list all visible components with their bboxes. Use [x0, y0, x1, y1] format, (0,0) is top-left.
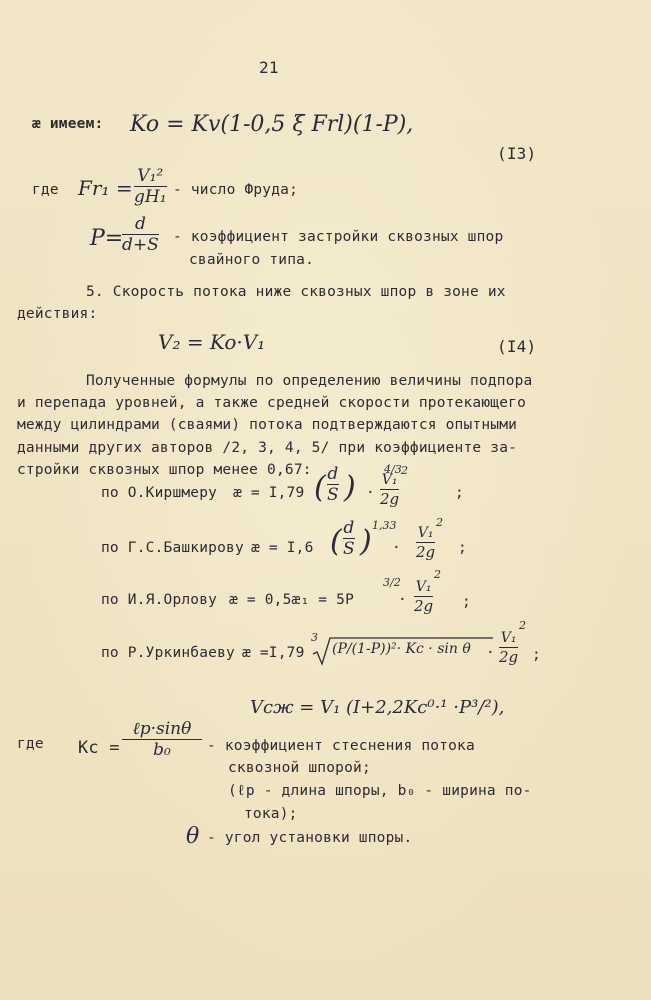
kirschmer-formula: ӕ = I,79	[233, 485, 305, 501]
paragraph-line-2: и перепада уровней, а также средней скорости протекающего	[17, 395, 526, 411]
paragraph-line-5: стройки сквозных шпор менее 0,67:	[17, 462, 312, 478]
froude-numerator: V₁²	[137, 166, 164, 186]
kc-numerator: ℓp·sinθ	[132, 719, 192, 739]
froude-description: - число Фруда;	[173, 182, 299, 198]
bashkirov-d-s-fraction	[343, 519, 355, 558]
item-5-line-2: действия:	[17, 306, 98, 322]
where-label-1: где	[32, 182, 59, 198]
urkinbaev-v1: V₁	[500, 630, 517, 646]
theta-description: - угол установки шпоры.	[207, 830, 413, 846]
kc-description-line-4: тока);	[244, 806, 298, 822]
orlov-v1: V₁	[415, 579, 432, 595]
orlov-end: ;	[462, 594, 471, 610]
kc-description-line-3: (ℓp - длина шпоры, b₀ - ширина по-	[228, 783, 532, 799]
kirschmer-velocity-fraction	[380, 473, 399, 507]
orlov-power: 3/2	[383, 576, 401, 589]
urkinbaev-label: по Р.Уркинбаеву	[101, 645, 235, 661]
page-number: 21	[259, 58, 279, 77]
paragraph-line-4: данными других авторов /2, 3, 4, 5/ при коэффициенте за-	[17, 440, 518, 456]
orlov-velocity-fraction	[414, 580, 433, 614]
bashkirov-paren-close: )	[360, 524, 372, 559]
orlov-v-squared: 2	[434, 568, 441, 581]
urkinbaev-root-index: 3	[311, 631, 318, 644]
orlov-dot: ·	[398, 592, 407, 608]
froude-lhs: Fr₁ =	[78, 176, 133, 200]
kirschmer-paren-close: )	[344, 470, 356, 505]
kirschmer-dot: ·	[366, 485, 375, 501]
p-description-line-2: свайного типа.	[189, 252, 315, 268]
paragraph-line-3: между цилиндрами (сваями) потока подтверждаются опытными	[17, 417, 518, 433]
kirschmer-d-s-fraction	[327, 465, 339, 504]
kirschmer-end: ;	[455, 485, 464, 501]
paragraph-line-1: Полученные формулы по определению величины подпора	[86, 373, 533, 389]
urkinbaev-velocity-fraction	[499, 631, 518, 665]
where-label-2: где	[17, 736, 44, 752]
kc-description-line-2: сквозной шпорой;	[228, 760, 371, 776]
equation-13-number: (I3)	[497, 144, 537, 163]
urkinbaev-end: ;	[532, 647, 541, 663]
p-lhs: P=	[90, 226, 124, 251]
urkinbaev-formula: ӕ =I,79	[242, 645, 305, 661]
bashkirov-paren-open: (	[330, 524, 342, 559]
orlov-formula: ӕ = 0,5ӕ₁ = 5P	[229, 592, 355, 608]
item-5-line-1: 5. Скорость потока ниже сквозных шпор в зоне их	[86, 284, 506, 300]
kc-fraction	[122, 720, 202, 759]
bashkirov-v-squared: 2	[436, 516, 443, 529]
urkinbaev-dot: ·	[486, 645, 495, 661]
p-numerator: d	[134, 214, 146, 234]
froude-fraction	[134, 167, 167, 206]
bashkirov-v1: V₁	[417, 525, 434, 541]
kirschmer-power: 4/3	[384, 463, 402, 476]
kirschmer-v1: V₁	[381, 472, 398, 488]
urkinbaev-2g: 2g	[499, 648, 519, 666]
kirschmer-2g: 2g	[380, 490, 400, 508]
bashkirov-2g: 2g	[416, 543, 436, 561]
kc-denominator: b₀	[153, 740, 171, 760]
orlov-2g: 2g	[414, 597, 434, 615]
equation-14-formula: V₂ = Ko·V₁	[158, 330, 266, 354]
urkinbaev-v-squared: 2	[519, 619, 526, 632]
kirschmer-paren-open: (	[314, 470, 326, 505]
bashkirov-d: d	[343, 518, 355, 538]
bashkirov-s: S	[343, 539, 355, 559]
kirschmer-v-squared: 2	[401, 464, 408, 477]
froude-denominator: gH₁	[134, 187, 167, 207]
bashkirov-power: 1,33	[372, 519, 397, 532]
bashkirov-velocity-fraction	[416, 526, 435, 560]
orlov-label: по И.Я.Орлову	[101, 592, 218, 608]
theta-symbol: θ	[186, 824, 200, 849]
kc-lhs: Kc =	[78, 738, 120, 758]
equation-13-formula: Ko = Kv(1-0,5 ξ Frl)(1-P),	[130, 112, 414, 137]
vsm-formula: Vсж = V₁ (I+2,2Kc⁰·¹ ·P³/²),	[250, 697, 505, 718]
bashkirov-end: ;	[458, 540, 467, 556]
bashkirov-label: по Г.С.Башкирову	[101, 540, 244, 556]
urkinbaev-radicand: (P/(1-P))²· Kc · sin θ	[332, 641, 471, 657]
kappa-have-label: ӕ имеем:	[32, 116, 104, 132]
bashkirov-dot: ·	[392, 540, 401, 556]
p-description-line-1: - коэффициент застройки сквозных шпор	[173, 229, 504, 245]
p-denominator: d+S	[122, 235, 159, 255]
bashkirov-formula: ӕ = I,6	[251, 540, 314, 556]
kirschmer-label: по О.Киршмеру	[101, 485, 218, 501]
p-fraction	[122, 215, 159, 254]
kirschmer-d: d	[327, 464, 339, 484]
kirschmer-s: S	[327, 485, 339, 505]
kc-description-line-1: - коэффициент стеснения потока	[207, 738, 475, 754]
equation-14-number: (I4)	[497, 337, 537, 356]
